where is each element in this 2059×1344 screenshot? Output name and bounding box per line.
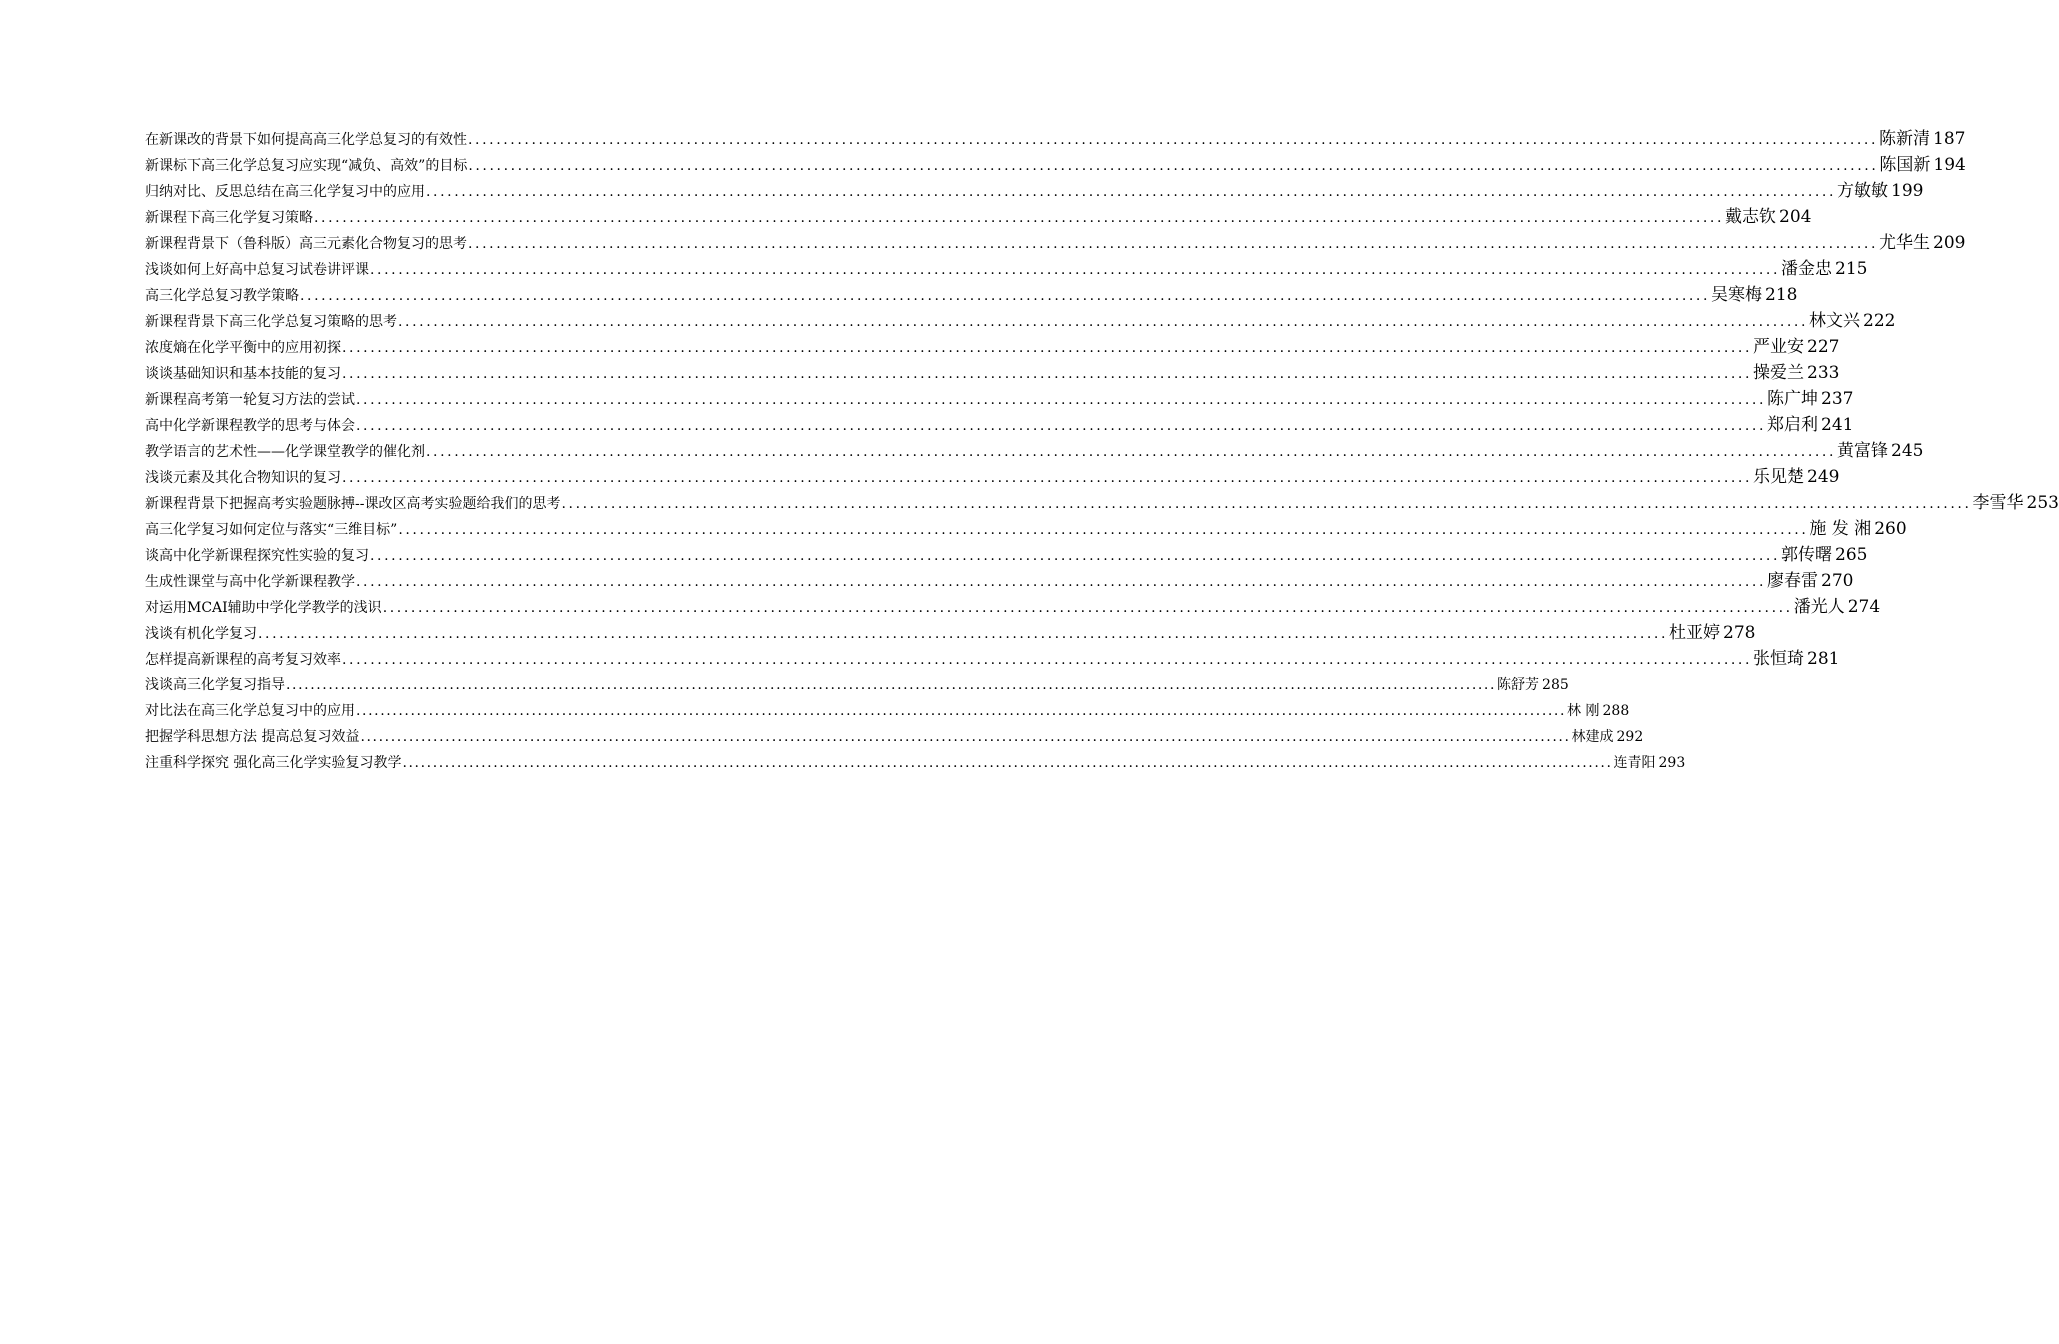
toc-page-number: 265 [1835, 545, 1868, 565]
toc-page-number: 249 [1807, 467, 1840, 487]
toc-entry [145, 750, 1686, 776]
toc-title: 浅谈如何上好高中总复习试卷讲评课 [145, 262, 369, 278]
toc-page-number: 209 [1933, 233, 1966, 253]
toc-author: 陈国新 [1879, 155, 1931, 175]
table-of-contents [145, 126, 2059, 776]
dot-leader: ........................................................................................................................................................................................................ [342, 366, 1753, 382]
toc-title: 谈谈基础知识和基本技能的复习 [145, 366, 341, 382]
toc-author: 尤华生 [1879, 233, 1931, 253]
dot-leader: ........................................................................................................................................................................................................ [468, 132, 1879, 148]
toc-author: 严业安 [1753, 337, 1805, 357]
toc-entry [145, 464, 1840, 490]
toc-author: 陈广坤 [1767, 389, 1819, 409]
toc-page-number: 204 [1779, 207, 1812, 227]
toc-page-number: 227 [1807, 337, 1840, 357]
toc-title: 浓度熵在化学平衡中的应用初探 [145, 340, 341, 356]
toc-entry [145, 490, 2059, 516]
toc-title: 把握学科思想方法 提高总复习效益 [145, 729, 360, 745]
toc-page-number: 285 [1542, 677, 1569, 693]
toc-author: 黄富锋 [1837, 441, 1889, 461]
toc-page-number: 278 [1723, 623, 1756, 643]
toc-page-number: 215 [1835, 259, 1868, 279]
toc-title: 对运用MCAI辅助中学化学教学的浅识 [145, 600, 382, 616]
toc-entry [145, 646, 1840, 672]
toc-title: 在新课改的背景下如何提高高三化学总复习的有效性 [145, 132, 467, 148]
toc-title: 新课程背景下（鲁科版）高三元素化合物复习的思考 [145, 236, 467, 252]
dot-leader: ........................................................................................................................................................................................................ [468, 158, 1879, 174]
toc-entry [145, 516, 1907, 542]
toc-entry [145, 152, 1966, 178]
dot-leader: ........................................................................................................................................................................................................ [286, 677, 1497, 693]
dot-leader: ........................................................................................................................................................................................................ [342, 652, 1753, 668]
toc-title: 新课程背景下把握高考实验题脉搏--课改区高考实验题给我们的思考 [145, 496, 561, 512]
toc-entry [145, 204, 1812, 230]
dot-leader: ........................................................................................................................................................................................................ [402, 755, 1613, 771]
dot-leader: ........................................................................................................................................................................................................ [398, 522, 1809, 538]
toc-entry [145, 308, 1896, 334]
dot-leader: ........................................................................................................................................................................................................ [314, 210, 1725, 226]
toc-title: 浅谈有机化学复习 [145, 626, 257, 642]
toc-entry [145, 256, 1868, 282]
dot-leader: ........................................................................................................................................................................................................ [561, 496, 1972, 512]
toc-title: 归纳对比、反思总结在高三化学复习中的应用 [145, 184, 425, 200]
toc-page-number: 274 [1847, 597, 1881, 617]
toc-author: 张恒琦 [1753, 649, 1805, 669]
toc-title: 谈高中化学新课程探究性实验的复习 [145, 548, 369, 564]
toc-author: 戴志钦 [1725, 207, 1777, 227]
toc-entry [145, 126, 1966, 152]
toc-page-number: 233 [1807, 363, 1840, 383]
toc-author: 李雪华 [1972, 493, 2024, 513]
toc-entry [145, 334, 1840, 360]
toc-author: 吴寒梅 [1711, 285, 1763, 305]
dot-leader: ........................................................................................................................................................................................................ [356, 703, 1567, 719]
toc-page-number: 292 [1616, 729, 1644, 745]
toc-page-number: 260 [1874, 519, 1907, 539]
toc-page-number: 194 [1933, 155, 1966, 175]
toc-title: 生成性课堂与高中化学新课程教学 [145, 574, 355, 590]
toc-title: 新课程高考第一轮复习方法的尝试 [145, 392, 355, 408]
toc-entry [145, 386, 1854, 412]
toc-author: 林建成 [1571, 729, 1614, 745]
toc-title: 新课程背景下高三化学总复习策略的思考 [145, 314, 397, 330]
toc-author: 林 刚 [1567, 703, 1600, 719]
toc-author: 郑启利 [1767, 415, 1819, 435]
toc-title: 浅谈高三化学复习指导 [145, 677, 285, 693]
dot-leader: ........................................................................................................................................................................................................ [370, 262, 1781, 278]
toc-title: 高中化学新课程教学的思考与体会 [145, 418, 355, 434]
toc-author: 杜亚婷 [1669, 623, 1721, 643]
toc-title: 新课程下高三化学复习策略 [145, 210, 313, 226]
toc-page-number: 237 [1821, 389, 1854, 409]
toc-author: 陈舒芳 [1497, 677, 1540, 693]
toc-title: 新课标下高三化学总复习应实现“减负、高效”的目标 [145, 158, 468, 174]
dot-leader: ........................................................................................................................................................................................................ [370, 548, 1781, 564]
toc-entry [145, 672, 1569, 698]
toc-page-number: 253 [2026, 493, 2059, 513]
toc-title: 注重科学探究 强化高三化学实验复习教学 [145, 755, 402, 771]
toc-author: 郭传曙 [1781, 545, 1833, 565]
toc-page-number: 288 [1602, 703, 1630, 719]
dot-leader: ........................................................................................................................................................................................................ [426, 444, 1837, 460]
toc-page-number: 241 [1821, 415, 1854, 435]
toc-author: 连青阳 [1613, 755, 1656, 771]
toc-author: 乐见楚 [1753, 467, 1805, 487]
toc-author: 施 发 湘 [1809, 519, 1872, 539]
toc-entry [145, 360, 1840, 386]
toc-entry [145, 594, 1881, 620]
dot-leader: ........................................................................................................................................................................................................ [468, 236, 1879, 252]
dot-leader: ........................................................................................................................................................................................................ [342, 470, 1753, 486]
toc-page-number: 222 [1863, 311, 1896, 331]
dot-leader: ........................................................................................................................................................................................................ [382, 600, 1793, 616]
toc-title: 高三化学总复习教学策略 [145, 288, 299, 304]
toc-entry [145, 438, 1924, 464]
toc-page-number: 187 [1933, 129, 1966, 149]
toc-author: 操爱兰 [1753, 363, 1805, 383]
toc-entry [145, 178, 1924, 204]
toc-page-number: 281 [1807, 649, 1840, 669]
toc-entry [145, 542, 1868, 568]
toc-author: 方敏敏 [1837, 181, 1889, 201]
toc-title: 怎样提高新课程的高考复习效率 [145, 652, 341, 668]
dot-leader: ........................................................................................................................................................................................................ [356, 574, 1767, 590]
dot-leader: ........................................................................................................................................................................................................ [398, 314, 1809, 330]
dot-leader: ........................................................................................................................................................................................................ [426, 184, 1837, 200]
toc-page-number: 293 [1658, 755, 1686, 771]
toc-entry [145, 230, 1966, 256]
dot-leader: ........................................................................................................................................................................................................ [258, 626, 1669, 642]
toc-author: 潘光人 [1793, 597, 1845, 617]
toc-entry [145, 282, 1798, 308]
toc-author: 陈新清 [1879, 129, 1931, 149]
dot-leader: ........................................................................................................................................................................................................ [300, 288, 1711, 304]
toc-page-number: 218 [1765, 285, 1798, 305]
dot-leader: ........................................................................................................................................................................................................ [356, 418, 1767, 434]
toc-author: 潘金忠 [1781, 259, 1833, 279]
toc-title: 浅谈元素及其化合物知识的复习 [145, 470, 341, 486]
toc-author: 林文兴 [1809, 311, 1861, 331]
toc-page-number: 245 [1891, 441, 1924, 461]
toc-entry [145, 568, 1854, 594]
toc-entry [145, 620, 1756, 646]
toc-page-number: 199 [1891, 181, 1924, 201]
toc-page-number: 270 [1821, 571, 1854, 591]
dot-leader: ........................................................................................................................................................................................................ [360, 729, 1571, 745]
dot-leader: ........................................................................................................................................................................................................ [356, 392, 1767, 408]
dot-leader: ........................................................................................................................................................................................................ [342, 340, 1753, 356]
toc-entry [145, 412, 1854, 438]
toc-title: 教学语言的艺术性——化学课堂教学的催化剂 [145, 444, 425, 460]
toc-entry [145, 698, 1630, 724]
toc-author: 廖春雷 [1767, 571, 1819, 591]
toc-title: 对比法在高三化学总复习中的应用 [145, 703, 355, 719]
toc-title: 高三化学复习如何定位与落实“三维目标” [145, 522, 398, 538]
toc-entry [145, 724, 1644, 750]
